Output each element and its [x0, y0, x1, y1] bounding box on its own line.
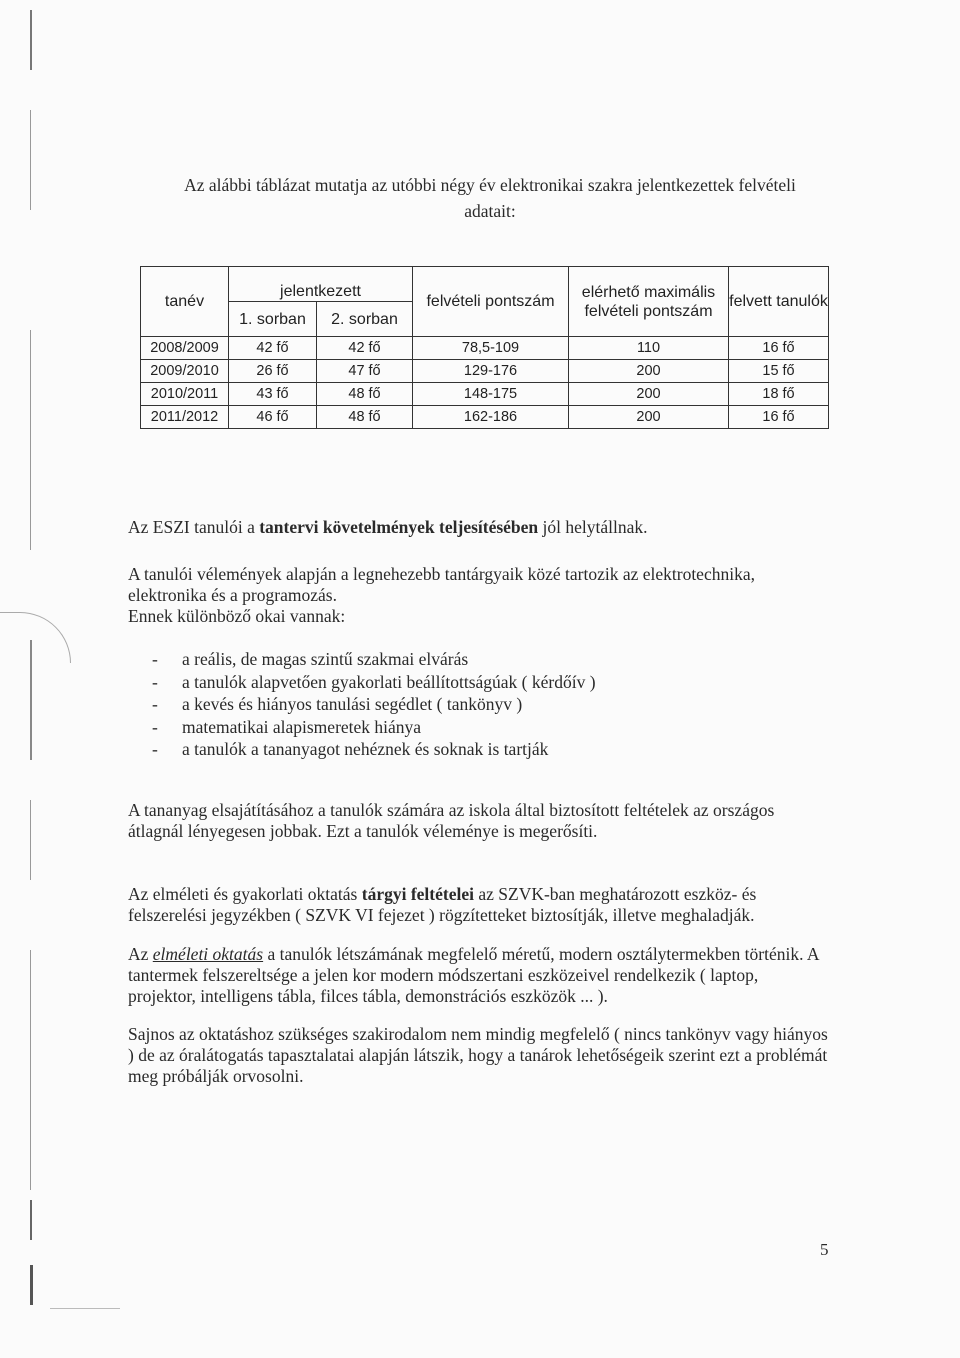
cell-sorban-1: 42 fő	[229, 337, 317, 360]
cell-tanev: 2011/2012	[141, 406, 229, 429]
header-felvett: felvett tanulók	[729, 267, 829, 337]
cell-sorban-2: 48 fő	[317, 406, 413, 429]
list-item-text: a reális, de magas szintű szakmai elvárás	[182, 649, 469, 669]
conditions-emphasis: tárgyi feltételei	[361, 884, 474, 904]
student-opinion-paragraph: A tanulói vélemények alapján a legnehezebb tantárgyaik közé tartozik az elektrotechnika, elektronika és a programozás.	[128, 564, 755, 605]
list-item	[152, 671, 792, 694]
header-sorban-2: 2. sorban	[317, 302, 413, 337]
cell-sorban-2: 48 fő	[317, 383, 413, 406]
cell-sorban-2: 47 fő	[317, 360, 413, 383]
table-row	[141, 360, 829, 383]
list-dash: -	[152, 716, 158, 737]
cell-elerheto: 200	[569, 360, 729, 383]
theory-text-end: a tanulók létszámának megfelelő méretű, modern osztálytermekben történik. A tantermek felszereltsége a jelen kor modern módszertani eszközeivel rendelkezik ( laptop, projektor, intelligens tábla, filces tábla, demonstrációs eszközök ... ).	[128, 944, 819, 1006]
cell-sorban-1: 26 fő	[229, 360, 317, 383]
scan-edge-mark	[30, 330, 31, 550]
scan-edge-mark	[30, 950, 31, 1190]
cell-felvett: 16 fő	[729, 337, 829, 360]
conditions-text-end: az SZVK-ban meghatározott eszköz- és felszerelési jegyzékben ( SZVK VI fejezet ) rögzítetteket biztosítják, illetve meghaladják.	[128, 884, 757, 925]
cell-sorban-1: 43 fő	[229, 383, 317, 406]
cell-felvett: 18 fő	[729, 383, 829, 406]
conditions-paragraph	[128, 884, 828, 926]
reasons-list	[152, 648, 792, 761]
intro-paragraph: Az alábbi táblázat mutatja az utóbbi négy év elektronikai szakra jelentkezettek felvételi adatait:	[184, 175, 796, 221]
cell-pontszam: 148-175	[413, 383, 569, 406]
eszi-text: Az ESZI tanulói a	[128, 517, 260, 537]
scan-foot-line	[50, 1308, 120, 1309]
reasons-intro: Ennek különböző okai vannak:	[128, 606, 346, 626]
cell-pontszam: 78,5-109	[413, 337, 569, 360]
conditions-text: Az elméleti és gyakorlati oktatás	[128, 884, 362, 904]
eszi-emphasis: tantervi követelmények teljesítésében	[259, 517, 539, 537]
admission-table	[140, 266, 829, 429]
table-row	[141, 406, 829, 429]
theory-text: Az	[128, 944, 153, 964]
theory-paragraph	[128, 944, 828, 1007]
header-jelentkezett: jelentkezett	[229, 267, 413, 302]
list-item	[152, 716, 792, 739]
scan-edge-curve	[0, 612, 71, 663]
curriculum-paragraph: A tananyag elsajátításához a tanulók számára az iskola által biztosított feltételek az országos átlagnál lényegesen jobbak. Ezt a tanulók véleménye is megerősíti.	[128, 800, 775, 841]
page-number: 5	[820, 1240, 829, 1259]
list-item	[152, 738, 792, 761]
list-dash: -	[152, 694, 158, 714]
eszi-text-end: jól helytállnak.	[538, 517, 648, 537]
literature-paragraph: Sajnos az oktatáshoz szükséges szakirodalom nem mindig megfelelő ( nincs tankönyv vagy hiányos ) de az óralátogatás tapasztalatai alapján látszik, hogy a tanárok lehetőségeik szerint ezt a problémát meg próbálják orvosolni.	[128, 1024, 828, 1086]
header-elerheto: elérhető maximális felvételi pontszám	[569, 267, 729, 337]
scan-edge-mark	[30, 800, 31, 880]
list-item-text: a tanulók a tananyagot nehéznek és soknak is tartják	[182, 739, 549, 759]
list-item-text: matematikai alapismeretek hiánya	[182, 716, 422, 737]
list-dash: -	[152, 671, 158, 692]
cell-tanev: 2009/2010	[141, 360, 229, 383]
cell-pontszam: 129-176	[413, 360, 569, 383]
list-dash: -	[152, 649, 158, 669]
header-pontszam: felvételi pontszám	[413, 267, 569, 337]
cell-elerheto: 200	[569, 406, 729, 429]
cell-tanev: 2008/2009	[141, 337, 229, 360]
list-item-text: a kevés és hiányos tanulási segédlet ( tankönyv )	[182, 694, 523, 714]
table-row	[141, 337, 829, 360]
list-item	[152, 648, 792, 671]
scan-edge-mark	[30, 1265, 33, 1305]
scan-edge-mark	[30, 10, 32, 70]
cell-elerheto: 200	[569, 383, 729, 406]
eszi-paragraph	[128, 517, 828, 538]
header-tanev: tanév	[141, 267, 229, 337]
cell-elerheto: 110	[569, 337, 729, 360]
cell-pontszam: 162-186	[413, 406, 569, 429]
cell-felvett: 15 fő	[729, 360, 829, 383]
cell-sorban-1: 46 fő	[229, 406, 317, 429]
list-item-text: a tanulók alapvetően gyakorlati beállítottságúak ( kérdőív )	[182, 671, 596, 692]
scan-edge-mark	[30, 1200, 32, 1240]
cell-tanev: 2010/2011	[141, 383, 229, 406]
table-row	[141, 383, 829, 406]
list-item	[152, 693, 792, 716]
cell-felvett: 16 fő	[729, 406, 829, 429]
theory-underlined: elméleti oktatás	[152, 944, 264, 964]
cell-sorban-2: 42 fő	[317, 337, 413, 360]
header-sorban-1: 1. sorban	[229, 302, 317, 337]
list-dash: -	[152, 739, 158, 759]
scan-edge-mark	[30, 110, 31, 210]
